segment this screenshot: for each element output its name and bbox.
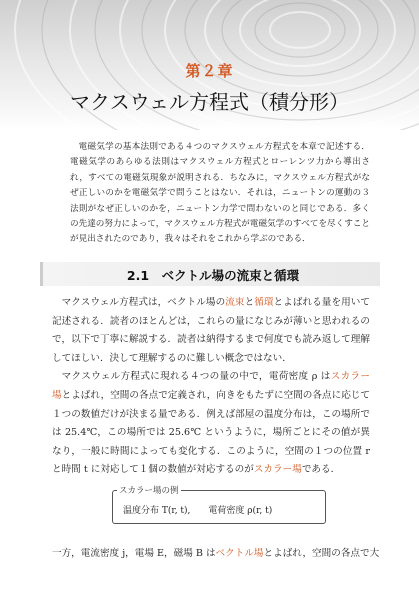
text-run: と <box>244 297 255 308</box>
example-box-title: スカラー場の例 <box>119 486 179 496</box>
chapter-label: 第２章 <box>185 62 234 80</box>
text-run: 一方，電流密度 j，電場 E，磁場 B は <box>52 548 216 559</box>
text-run: マクスウェル方程式に現れる４つの量の中で，電荷密度 ρ は <box>61 371 331 383</box>
text-run: マクスウェル方程式は，ベクトル場の <box>61 297 226 308</box>
body-paragraph-3 <box>52 545 380 563</box>
term-scalar-field-2: スカラー場 <box>253 464 302 476</box>
example-items <box>123 503 272 516</box>
section-heading-bar <box>40 262 380 286</box>
body-paragraph-2 <box>52 368 370 480</box>
text-run: である． <box>301 464 341 476</box>
body-paragraph-1 <box>52 294 370 368</box>
text-run: とよばれ，空間の各点で定義され，向きをもたずに空間の各点に応じて１つの数値だけが決まる量である．例えば部屋の温度分布は，この場所では 25.4℃，この場所では 25.6℃ というように，場所ごとにその値が異なり，一般に時間によっても変化する．このように，空間の１つの位置 r と時間 t に対応して１個の数値が対応するのが <box>52 389 371 476</box>
text-run: とよばれ，空間の各点で大 <box>263 548 380 559</box>
text-run: とよばれる量を用いて記述される．読者のほとんどは，これらの量になじみが薄いと思われるので，以下で丁寧に解説する．読者は納得するまで何度でも読み返して理解してほしい．決して理解するのに難しい概念ではない． <box>52 297 371 364</box>
section-title: 2.1 ベクトル場の流束と循環 <box>126 268 300 283</box>
term-flux: 流束 <box>225 297 245 308</box>
term-scalar-field: スカラー場 <box>52 371 370 401</box>
term-vector-field: ベクトル場 <box>215 548 264 559</box>
chapter-title: マクスウェル方程式（積分形） <box>70 90 349 114</box>
scalar-field-example-box <box>112 486 326 524</box>
chapter-intro-paragraph: 電磁気学の基本法則である４つのマクスウェル方程式を本章で記述する．電磁気学のあらゆる法則はマクスウェル方程式とローレンツ力から導出され，すべての電磁気現象が説明される．ちなみに，マクスウェル方程式がなぜ正しいのかを電磁気学で問うことはない．それは，ニュートンの運動の３法則がなぜ正しいのかを，ニュートン力学で問わないのと同じである．多くの先達の努力によって，マクスウェル方程式が電磁気学のすべてを尽くすことが見出されたのであり，我々はそれをこれから学ぶのである． <box>70 142 371 245</box>
example-charge-density: 電荷密度 ρ(r, t) <box>208 506 273 516</box>
body-text <box>52 294 370 480</box>
example-temperature: 温度分布 T(r, t), <box>123 506 191 516</box>
term-circulation: 循環 <box>254 297 274 308</box>
